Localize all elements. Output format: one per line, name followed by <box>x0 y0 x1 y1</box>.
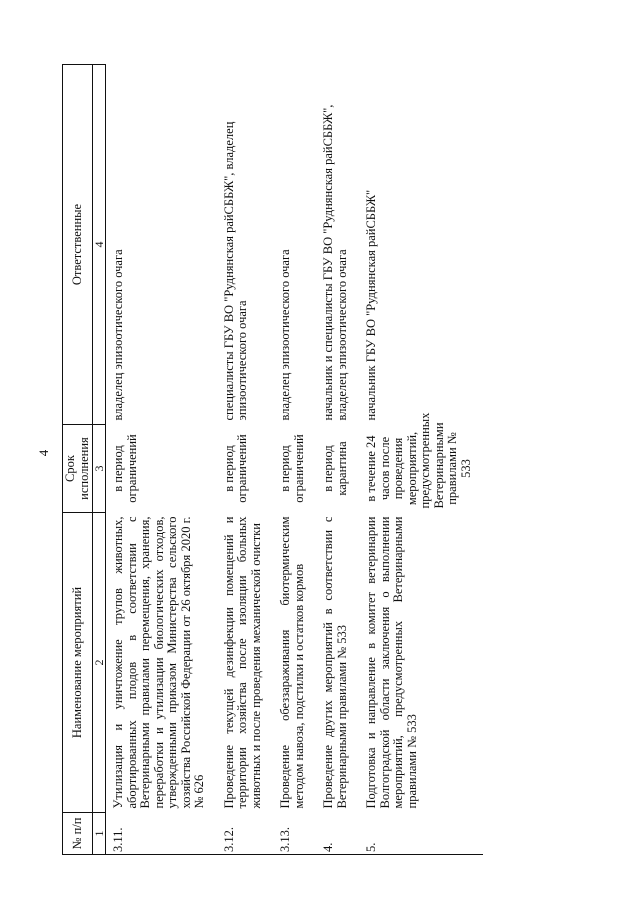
measure-term: в период ограничений <box>111 434 139 503</box>
header-name: Наименование мероприятий <box>63 513 93 813</box>
row-number: 3.13. <box>278 827 292 852</box>
row-number: 4. <box>321 842 335 852</box>
row-number: 3.11. <box>111 827 125 852</box>
row-number: 5. <box>364 842 378 852</box>
header-responsible: Ответственные <box>63 65 93 425</box>
table-row <box>217 65 274 855</box>
measure-name: Проведение других мероприятий в соответствии с Ветеринарными правилами № 533 <box>321 516 349 809</box>
measure-name: Проведение текущей дезинфекции помещений и территории хозяйства после изоляции больных животных и после проведения механической очистки <box>221 516 263 809</box>
measure-name: Утилизация и уничтожение трупов животных, абортированных плодов в соответствии с Ветеринарными правилами перемещения, хранения, переработки и утилизации биологических отходов, утвержденными приказом Министерства сельского хозяйства Российской Федерации от 26 октября 2020 г. № 626 <box>111 516 206 809</box>
measure-term: в период карантина <box>321 441 349 496</box>
table-header <box>63 65 106 855</box>
page-number: 4 <box>36 449 51 457</box>
measure-responsible: владелец эпизоотического очага <box>111 249 125 421</box>
column-number-3: 3 <box>93 425 106 513</box>
measure-responsible: начальник и специалисты ГБУ ВО "Руднянская райСББЖ", владелец эпизоотического очага <box>321 104 349 421</box>
measures-table <box>62 64 483 855</box>
table-row <box>316 65 359 855</box>
measure-responsible: начальник ГБУ ВО "Руднянская райСББЖ" <box>364 189 378 421</box>
measure-term: в течение 24 часов после проведения мероприятий, предусмотренных Ветеринарными правилами № 533 <box>364 412 473 509</box>
column-number-2: 2 <box>93 513 106 813</box>
row-number: 3.12. <box>221 827 236 852</box>
column-number-4: 4 <box>93 65 106 425</box>
table-row <box>273 65 316 855</box>
plan-sheet <box>62 65 473 855</box>
measure-name: Подготовка и направление в комитет ветеринарии Волгоградской области заключения о выполнении мероприятий, предусмотренных Ветеринарными правилами № 533 <box>364 516 419 809</box>
table-body <box>106 65 484 855</box>
column-number-1: 1 <box>93 813 106 855</box>
header-number: № п/п <box>63 813 93 855</box>
table-row <box>106 65 217 855</box>
header-term: Срок исполнения <box>63 425 93 513</box>
measure-name: Проведение обеззараживания биотермическим методом навоза, подстилки и остатков кормов <box>278 516 306 809</box>
measure-responsible: владелец эпизоотического очага <box>278 249 292 421</box>
measure-term: в период ограничений <box>278 434 306 503</box>
measure-term: в период ограничений <box>221 434 249 503</box>
measure-responsible: специалисты ГБУ ВО "Руднянская райСББЖ", владелец эпизоотического очага <box>221 121 249 421</box>
table-row <box>359 65 483 855</box>
